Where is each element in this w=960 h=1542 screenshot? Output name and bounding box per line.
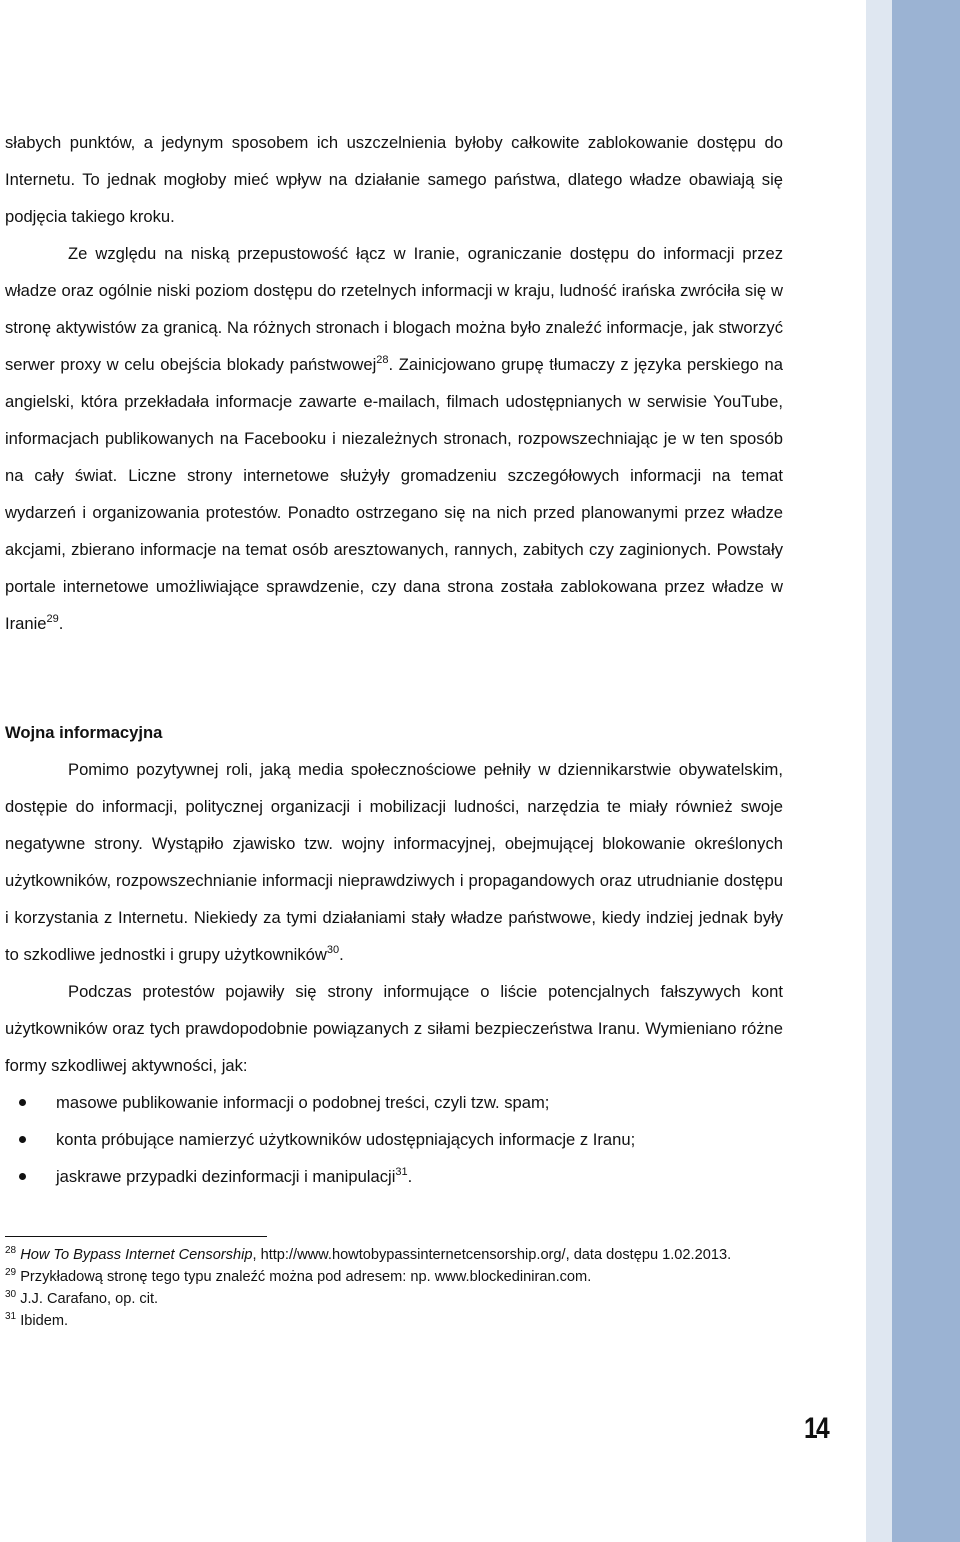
footnote-text: Przykładową stronę tego typu znaleźć można pod adresem: np. www.blockediniran.com. — [20, 1269, 592, 1285]
decorative-side-bar — [862, 0, 960, 1542]
page-number: 14 — [804, 1412, 829, 1445]
footnote-30 — [5, 1288, 783, 1310]
bullet-list — [0, 1084, 783, 1195]
footnote-number: 29 — [5, 1267, 17, 1278]
paragraph-fake-accounts — [5, 973, 783, 1084]
list-item-text: jaskrawe przypadki dezinformacji i manipulacji — [56, 1167, 396, 1186]
footnote-text: Ibidem. — [20, 1313, 69, 1329]
footnote-text: , http://www.howtobypassinternetcensorship.org/, data dostępu 1.02.2013. — [252, 1247, 732, 1263]
footnotes — [5, 1244, 783, 1332]
bullet-dot-icon — [19, 1173, 26, 1180]
paragraph-text: słabych punktów, a jedynym sposobem ich uszczelnienia byłoby całkowite zablokowanie dostępu do Internetu. To jednak mogłoby mieć wpływ na działanie samego państwa, dlatego władze obawiają się podjęcia takiego kroku. — [5, 133, 783, 226]
footnote-text: J.J. Carafano, op. cit. — [20, 1291, 159, 1307]
paragraph-information-war — [5, 751, 783, 973]
list-item — [0, 1121, 783, 1158]
paragraph-text: Podczas protestów pojawiły się strony informujące o liście potencjalnych fałszywych kont użytkowników oraz tych prawdopodobnie powiązanych z siłami bezpieczeństwa Iranu. Wymieniano różne formy szkodliwej aktywności, jak: — [5, 982, 783, 1075]
list-item-end: . — [407, 1167, 413, 1186]
footnote-ref-30[interactable]: 30 — [326, 944, 340, 956]
footnote-ref-29[interactable]: 29 — [46, 613, 59, 625]
footnote-31 — [5, 1310, 783, 1332]
list-item — [0, 1084, 783, 1121]
paragraph-end: . — [58, 614, 64, 633]
footnote-title: How To Bypass Internet Censorship — [20, 1247, 253, 1263]
footnote-number: 28 — [5, 1245, 17, 1256]
paragraph-text: Ze względu na niską przepustowość łącz w Iranie, ograniczanie dostępu do informacji przez władze oraz ogólnie niski poziom dostępu do rzetelnych informacji w kraju, ludność irańska zwróciła się w stronę aktywistów za granicą. Na różnych stronach i blogach można było znaleźć informacje, jak stworzyć serwer proxy w celu obejścia blokady państwowej — [5, 244, 783, 374]
list-item — [0, 1158, 783, 1195]
footnote-29 — [5, 1266, 783, 1288]
footnote-divider — [5, 1236, 267, 1237]
paragraph-text: . Zainicjowano grupę tłumaczy z języka perskiego na angielski, która przekładała informacje zawarte e-mailach, filmach udostępnianych w serwisie YouTube, informacjach publikowanych na Facebooku i niezależnych stronach, rozpowszechniając je w ten sposób na cały świat. Liczne strony internetowe służyły gromadzeniu szczegółowych informacji na temat wydarzeń i organizowania protestów. Ponadto ostrzegano się na nich przed planowanymi przez władze akcjami, zbierano informacje na temat osób aresztowanych, rannych, zabitych czy zaginionych. Powstały portale internetowe umożliwiające sprawdzenie, czy dana strona została zablokowana przez władze w Iranie — [5, 355, 783, 633]
list-item-text: konta próbujące namierzyć użytkowników udostępniających informacje z Iranu; — [56, 1130, 636, 1149]
footnote-number: 31 — [5, 1311, 17, 1322]
footnote-ref-28[interactable]: 28 — [376, 354, 389, 366]
paragraph-iran-activists — [5, 235, 783, 642]
section-heading: Wojna informacyjna — [5, 723, 163, 742]
footnote-ref-31[interactable]: 31 — [395, 1166, 408, 1178]
bullet-dot-icon — [19, 1099, 26, 1106]
paragraph-continued — [5, 124, 783, 235]
paragraph-text: Pomimo pozytywnej roli, jaką media społecznościowe pełniły w dziennikarstwie obywatelskim, dostępie do informacji, politycznej organizacji i mobilizacji ludności, narzędzia te miały również swoje negatywne strony. Wystąpiło zjawisko tzw. wojny informacyjnej, obejmującej blokowanie określonych użytkowników, rozpowszechnianie informacji nieprawdziwych i propagandowych oraz utrudnianie dostępu i korzystania z Internetu. Niekiedy za tymi działaniami stały władze państwowe, kiedy indziej jednak były to szkodliwe jednostki i grupy użytkowników — [5, 760, 783, 964]
footnote-28 — [5, 1244, 783, 1266]
list-item-text: masowe publikowanie informacji o podobnej treści, czyli tzw. spam; — [56, 1093, 550, 1112]
paragraph-end: . — [339, 945, 344, 964]
footnote-number: 30 — [5, 1289, 17, 1300]
bullet-dot-icon — [19, 1136, 26, 1143]
